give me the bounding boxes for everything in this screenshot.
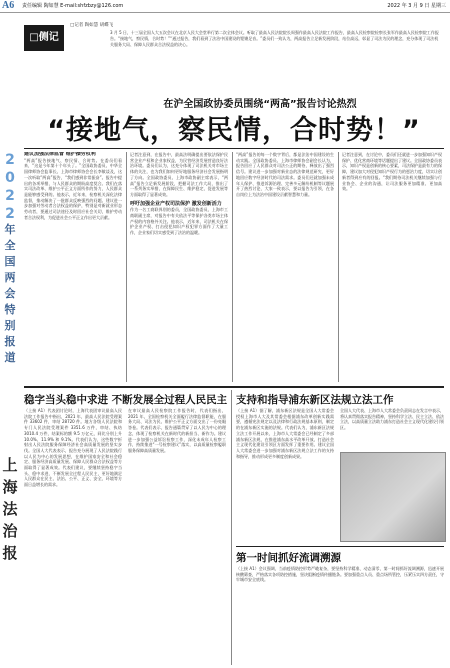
column-text: （上接 A1）会议强调，当前疫情防控形势严峻复杂，要坚持科学精准、动态清零，第一时间抓好流调溯源，迅速开展核酸筛查，严格落实各项防控措施，坚决阻断疫情传播链条。要加强重点人员、重点场所管控，压紧压实四方责任，守牢城市安全底线。 bbox=[236, 566, 444, 583]
bottom-right-headline: 支持和指导浦东新区法规立法工作 bbox=[236, 394, 394, 406]
column-text: 在审议最高人民检察院工作报告时，代表们指出，2021 年，全国检察机关全面履行法律监督职能，在服务大局、司法为民、维护公平正义方面交出了一份亮眼答卷。代表们表示，报告通篇贯穿了以人民为中心的理念，体现了检察机关在新时代的新担当、新作为。建议进一步加强公益诉讼检察工作，深化未成年人检察工作，持续推进“一号检察建议”落实，以高质量检察履职服务保障高质量发展。 bbox=[128, 408, 226, 453]
bottom-left-headline: 稳字当头稳中求进 不断发展全过程人民民主 bbox=[24, 394, 228, 406]
brand-char: 法 bbox=[2, 502, 18, 518]
news-photo bbox=[340, 452, 446, 542]
column-subtitle: 呼吁加强企业产权司法保护 激发创新活力 bbox=[130, 200, 222, 207]
feature-preface: 3 月 5 日，十三届全国人大五次会议在北京人民大会堂举行第二次全体会议。听取了最高人民法院院长周强作最高人民法院工作报告，最高人民检察院检察长张军作最高人民检察院工作报告。“接地气，察民情，合时势！”“通过报告，我们看到了法治中国建设的铿锵足音。”委员们一致认为，两高报告立足新发展阶段，站位高远，彰显了司法为民的理念，充分体现了司法机关服务大局、保障人民群众合法权益的决心。 bbox=[110, 30, 439, 47]
article-column-4 bbox=[342, 152, 442, 382]
sidebar-year: 2022 bbox=[2, 152, 18, 224]
column-text: 记者注意到，在报告中，最高法明确提出要依法保护民营企业产权和企业家权益，为民营经济发展营造良好法治环境。委员们认为，这充分体现了司法机关对市场主体的关注，也为我们如何更好地服务经济社会发展指明了方向。全国政协委员、上海市政协副主席表示，“两高”报告立足新发展阶段，把握司法工作大局，推出了一系列务实举措，在保障民生、维护稳定、促进发展等方面取得了显著成效。 bbox=[130, 152, 228, 197]
sidebar-char: 两 bbox=[4, 271, 16, 284]
section-divider bbox=[24, 386, 444, 388]
sidebar-char: 年 bbox=[4, 223, 16, 236]
column-subtitle: 建议加强法律监督 维护操劳权利 bbox=[24, 152, 96, 157]
column-text: 作为一名工商联界别的委员，全国政协委员、上海市工商联副主席，对报告中有关依法平等保护各类市场主体产权的内容格外关注。他表示，近年来，司法机关在保护企业产权、打击侵犯知识产权犯罪方面作了大量工作，企业家们切实感受到了法治的温暖。 bbox=[130, 207, 228, 236]
column-divider bbox=[231, 390, 232, 665]
newspaper-brand bbox=[1, 455, 19, 565]
sidebar-char: 国 bbox=[4, 255, 16, 268]
sidebar-char: 别 bbox=[4, 319, 16, 332]
issue-date: 2022 年 3 月 9 日 星期三 bbox=[387, 3, 446, 9]
bottom-left-column-1 bbox=[24, 408, 122, 664]
sidebar-char: 报 bbox=[4, 335, 16, 348]
column-text: “两高”报告接地气、察民情、合时势。在委员们看来，“这是今年第十个年头了。”全国政协委员、中华全国律师协会监事长、上海市律师协会会长李敏谈及，这一次听取“两高”报告，“我们感到非常振奋”。报告中提出的各项举措，与人民群众的期盼高度契合。我们在落实司法改革、维护公平正义方面所作的努力，人民群众是能够感受到的。他表示，近年来，检察机关深化法律监督，推动解决了一批群众反映强烈的问题。建议进一步加强对劳动者合法权益的保护，特别是对新就业形态劳动者，要通过司法途径及时回应社会关切，维护劳动者合法权利，为促进社会公平正义作出更大贡献。 bbox=[24, 157, 122, 220]
byline: □记者 陶如慧 胡蝶飞 bbox=[70, 23, 114, 28]
sidebar-char: 全 bbox=[4, 239, 16, 252]
column-text: 记者注意到，在讨论中，委员们还就进一步加强知识产权保护、优化营商环境等话题提出了建议。全国政协委员表示，知识产权是创新的核心要素，司法保护是最有力的保障，建议加大对侵犯知识产权行为的惩治力度，切实让创新者得到应有的回报。“我们期待司法机关继续加强与行业协会、企业的沟通，让司法服务更加精准、更加高效。” bbox=[342, 152, 442, 192]
feature-kicker: 在沪全国政协委员围绕“两高”报告讨论热烈 bbox=[163, 99, 357, 110]
divider bbox=[236, 546, 444, 547]
sidebar-char: 会 bbox=[4, 287, 16, 300]
page-number: A6 bbox=[2, 0, 15, 11]
sidebar-char: 特 bbox=[4, 303, 16, 316]
feature-headline: “接地气，察民情，合时势！” bbox=[47, 115, 421, 146]
column-divider bbox=[126, 152, 127, 382]
brand-char: 治 bbox=[2, 524, 18, 540]
column-text: 全国人大代表、上海市人大常委会负责同志在发言中表示，将认真贯彻落实报告精神，坚持科学立法、民主立法、依法立法，以高质量立法助力浦东打造社会主义现代化建设引领区。 bbox=[340, 408, 444, 431]
column-divider bbox=[232, 152, 233, 382]
bottom-right-headline-2: 第一时间抓好流调溯源 bbox=[236, 552, 341, 564]
column-divider bbox=[338, 152, 339, 382]
page-header bbox=[0, 0, 450, 13]
bottom-right-column-1 bbox=[236, 408, 334, 543]
bottom-right-column-3 bbox=[236, 566, 444, 664]
brand-char: 报 bbox=[2, 546, 18, 562]
editor-info: 责任编辑 陶如慧 E-mail:shfzbzy@126.com bbox=[22, 3, 124, 9]
article-column-2 bbox=[130, 152, 228, 382]
column-text: （上接 A1）据了解，浦东新区法规是全国人大常委会授权上海市人大及其常委会根据浦东改革创新实践需要，遵循宪法规定以及法律和行政法规基本原则，制定的在浦东新区实施的法规。代表们认为，浦东新区法规立法工作开展以来，上海市人大常委会已经制定了多部浦东新区法规，在推进浦东高水平改革开放、打造社会主义现代化建设引领区方面发挥了重要作用。建议全国人大常委会进一步加强对浦东新区法规立法工作的支持和指导，推动形成更多制度创新成果。 bbox=[236, 408, 334, 459]
brand-char: 海 bbox=[2, 480, 18, 496]
divider bbox=[24, 148, 444, 149]
article-column-1 bbox=[24, 152, 122, 382]
column-text: “两高”报告的每一个数字背后，都是法治中国建设的生动实践。全国政协委员、上海市律师协会副会长认为，报告回应了人民群众对司法公正的期待，释放出了强烈信号。建议进一步加强对新业态的法律规范研究，更好地回应数字经济时代的司法需求。委员们还就加强未成年人保护、推进诉源治理、完善多元解纷机制等议题展开了热烈讨论，大家一致表示，要以报告为引领，在各自岗位上为法治中国建设贡献智慧和力量。 bbox=[236, 152, 334, 197]
bottom-left-column-2 bbox=[128, 408, 226, 664]
sidebar-char: 道 bbox=[4, 351, 16, 364]
bottom-right-column-2 bbox=[340, 408, 444, 448]
column-text: （上接 A1）代表团讨论时，上海代表团审议最高人民法院工作报告中指出，2021 年，最高人民法院受理案件 33602 件，审结 28720 件。地方各级人民法院和专门人民法院受理案件 3351.6 万件，审结、执结 3010.4 万件，结案标的额 9.5 万亿元，同比分别上升 10.0%、11.9% 和 9.1%。代表们认为，这些数字折射出人民法院服务保障经济社会高质量发展的坚实步伐。全国人大代表表示，报告充分展现了人民法院践行以人民为中心的发展思想，在维护国家安全和社会稳定、服务经济高质量发展、保障人民群众合法权益等方面取得了显著成效。代表们建议，要继续坚持稳字当头、稳中求进，不断发展全过程人民民主，更好地满足人民群众在民主、法治、公平、正义、安全、环境等方面日益增长的需求。 bbox=[24, 408, 122, 488]
brand-char: 上 bbox=[2, 458, 18, 474]
sidebar-caption bbox=[2, 222, 18, 366]
column-tag: □侧记 bbox=[24, 25, 64, 51]
article-column-3 bbox=[236, 152, 334, 382]
